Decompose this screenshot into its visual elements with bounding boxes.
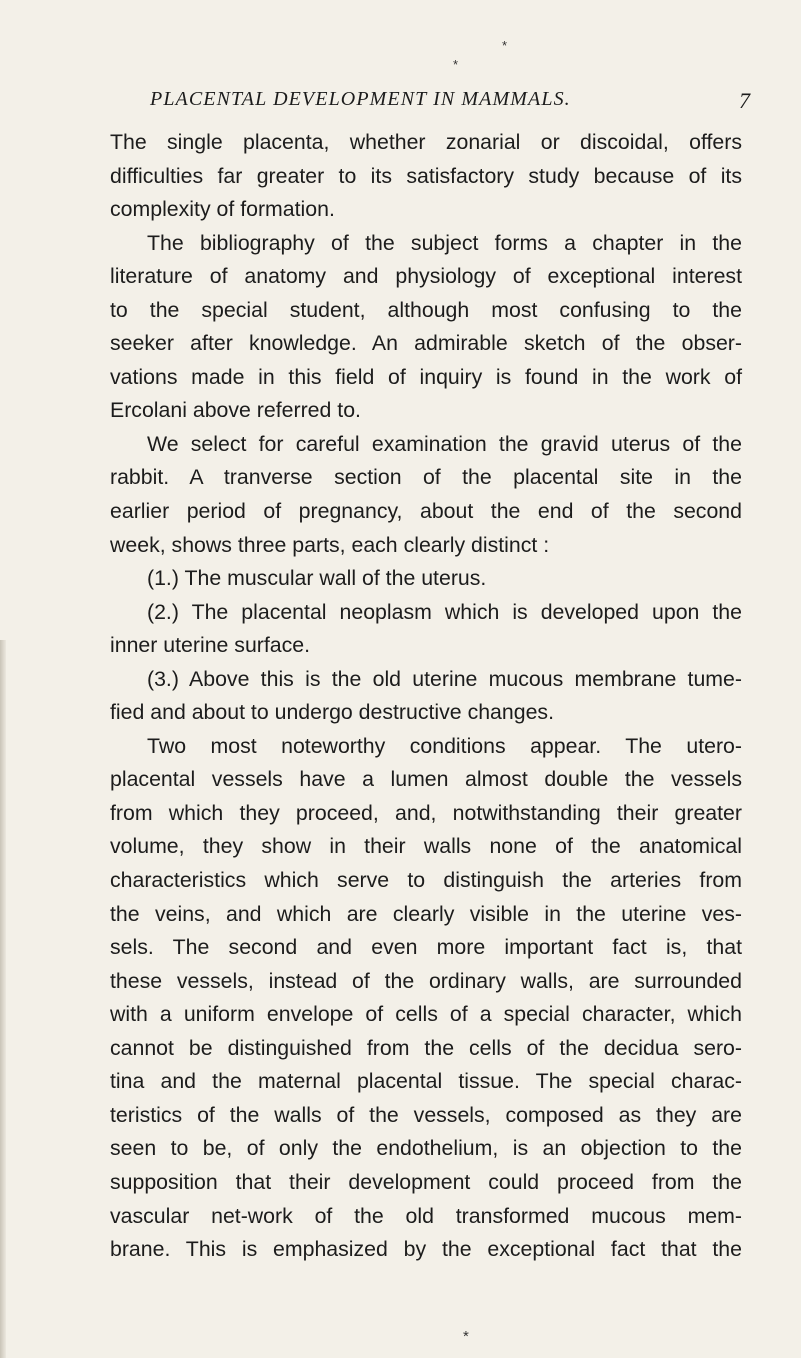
printer-mark: * — [502, 38, 508, 53]
text-line: week, shows three parts, each clearly distinct : — [110, 532, 550, 557]
text-line: supposition that their development could proceed from the — [110, 1169, 742, 1194]
body-text — [110, 126, 742, 1267]
text-line: literature of anatomy and physiology of exceptional interest — [110, 264, 742, 289]
printer-mark: * — [453, 57, 459, 72]
text-line: Ercolani above referred to. — [110, 398, 361, 423]
text-line: earlier period of pregnancy, about the end of the second — [110, 499, 742, 524]
text-line: vascular net-work of the old transformed mucous mem- — [110, 1203, 742, 1228]
text-line: fied and about to undergo destructive changes. — [110, 700, 555, 725]
printer-mark: * — [463, 1328, 469, 1345]
text-line: sels. The second and even more important fact is, that — [110, 935, 742, 960]
text-line: brane. This is emphasized by the exceptional fact that the — [110, 1237, 742, 1262]
text-line: tina and the maternal placental tissue. The special charac- — [110, 1069, 742, 1094]
text-line: the veins, and which are clearly visible in the uterine ves- — [110, 901, 742, 926]
text-line: (3.) Above this is the old uterine mucous membrane tume- — [147, 666, 742, 691]
text-line: seen to be, of only the endothelium, is an objection to the — [110, 1136, 742, 1161]
text-line: seeker after knowledge. An admirable sketch of the obser- — [110, 331, 742, 356]
page-number: 7 — [739, 88, 750, 113]
text-line: from which they proceed, and, notwithstanding their greater — [110, 800, 742, 825]
text-line: difficulties far greater to its satisfactory study because of its — [110, 163, 742, 188]
text-line: placental vessels have a lumen almost double the vessels — [110, 767, 742, 792]
text-line: characteristics which serve to distinguish the arteries from — [110, 868, 742, 893]
text-line: teristics of the walls of the vessels, composed as they are — [110, 1102, 742, 1127]
running-title: PLACENTAL DEVELOPMENT IN MAMMALS. — [150, 88, 571, 110]
text-line: complexity of formation. — [110, 197, 335, 222]
text-line: vations made in this field of inquiry is found in the work of — [110, 364, 742, 389]
text-line: inner uterine surface. — [110, 633, 311, 658]
page-edge-shadow — [0, 640, 6, 1358]
text-line: cannot be distinguished from the cells of the decidua sero- — [110, 1035, 742, 1060]
text-line: The single placenta, whether zonarial or discoidal, offers — [110, 130, 742, 154]
text-line: The bibliography of the subject forms a chapter in the — [147, 230, 742, 255]
text-line: these vessels, instead of the ordinary walls, are surrounded — [110, 968, 742, 993]
text-line: rabbit. A tranverse section of the placental site in the — [110, 465, 742, 490]
text-line: volume, they show in their walls none of the anatomical — [110, 834, 742, 859]
text-line: to the special student, although most confusing to the — [110, 297, 742, 322]
text-line: We select for careful examination the gravid uterus of the — [147, 431, 742, 456]
running-head — [150, 88, 750, 114]
text-line: (1.) The muscular wall of the uterus. — [147, 566, 487, 591]
text-line: (2.) The placental neoplasm which is developed upon the — [147, 599, 742, 624]
text-line: with a uniform envelope of cells of a special character, which — [110, 1002, 742, 1027]
text-line: Two most noteworthy conditions appear. The utero- — [147, 733, 742, 758]
